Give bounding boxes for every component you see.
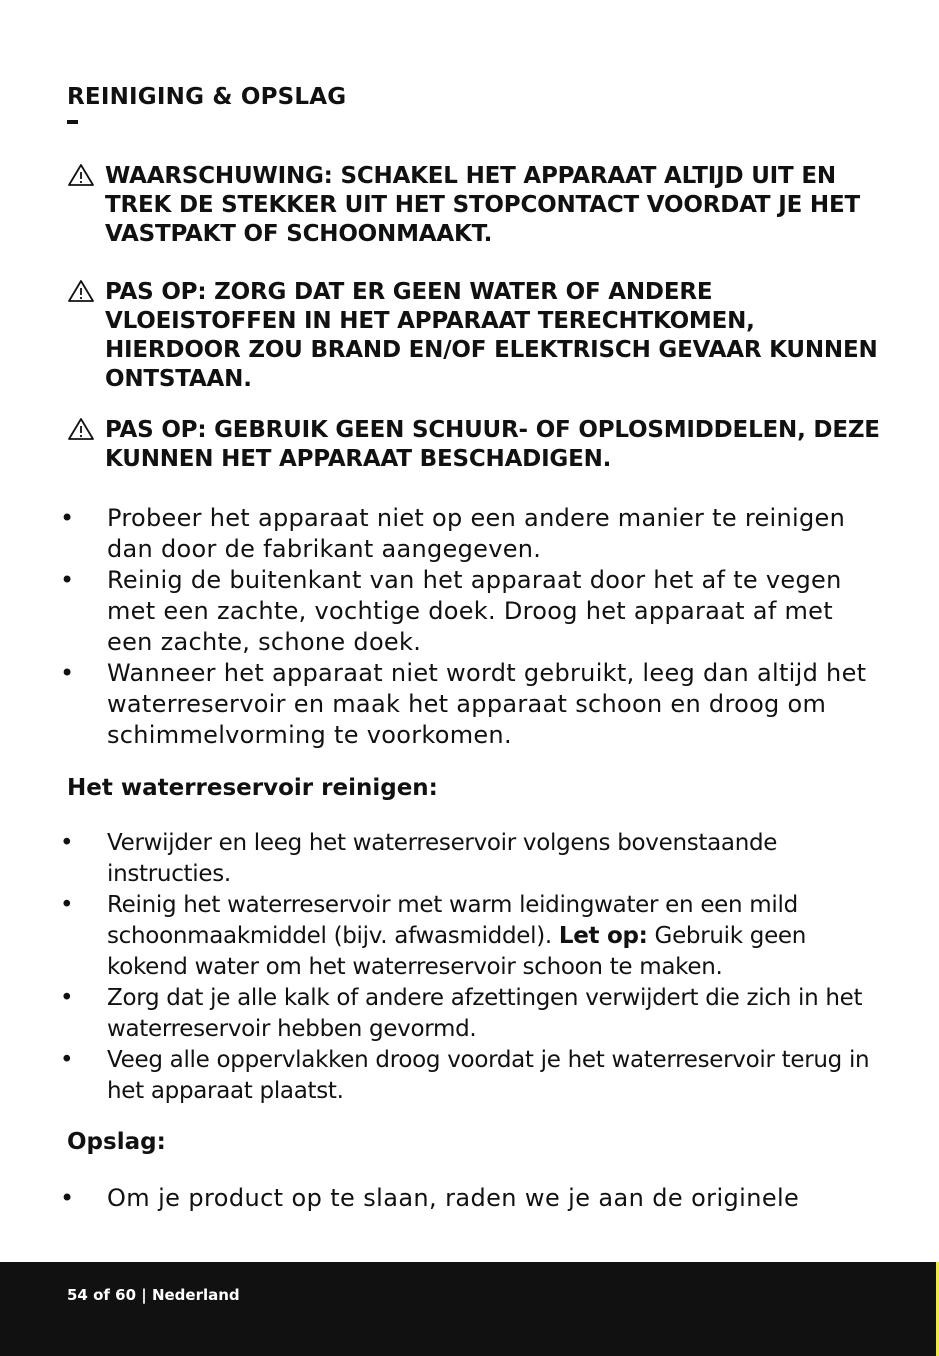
bullet-icon: •: [60, 985, 74, 1011]
list-item-text: Verwijder en leeg het waterreservoir volgens bovenstaande instructies.: [107, 830, 778, 887]
warning-triangle-icon: [67, 278, 105, 394]
list-item-text: Reinig de buitenkant van het apparaat door het af te vegen met een zachte, vochtige doek. Droog het apparaat af met een zachte, schone doek.: [107, 566, 842, 656]
bullet-icon: •: [60, 659, 75, 687]
bullet-icon: •: [60, 1047, 74, 1073]
warning-text: PAS OP: ZORG DAT ER GEEN WATER OF ANDERE VLOEISTOFFEN IN HET APPARAAT TERECHTKOMEN, HIERDOOR ZOU BRAND EN/OF ELEKTRISCH GEVAAR KUNNEN ONTSTAAN.: [105, 279, 878, 392]
list-item-text: Veeg alle oppervlakken droog voordat je het waterreservoir terug in het apparaat plaatst.: [107, 1047, 870, 1104]
bullet-icon: •: [60, 830, 74, 856]
bullet-icon: •: [60, 1184, 75, 1212]
page-footer: [0, 1262, 939, 1356]
list-item-text: Gebruik geen kokend water om het waterreservoir schoon te maken.: [107, 923, 807, 980]
list-item: [60, 565, 880, 658]
list-item: [60, 658, 880, 751]
warning-triangle-icon: [67, 162, 105, 249]
bullet-icon: •: [60, 566, 75, 594]
bullet-icon: •: [60, 504, 75, 532]
title-underline-dash: [67, 120, 78, 124]
section-title: REINIGING & OPSLAG: [67, 84, 347, 110]
note-label: Let op:: [558, 923, 648, 949]
warning-text: PAS OP: GEBRUIK GEEN SCHUUR- OF OPLOSMIDDELEN, DEZE KUNNEN HET APPARAAT BESCHADIGEN.: [105, 417, 880, 472]
list-item: [60, 1045, 880, 1107]
water-reservoir-list: [60, 828, 880, 1107]
list-item: [60, 828, 880, 890]
list-item-text: Probeer het apparaat niet op een andere manier te reinigen dan door de fabrikant aangegeven.: [107, 504, 846, 563]
list-item-text: Zorg dat je alle kalk of andere afzettingen verwijdert die zich in het waterreservoir hebben gevormd.: [107, 985, 863, 1042]
list-item: [60, 983, 880, 1045]
list-item: [60, 503, 880, 565]
water-reservoir-heading: Het waterreservoir reinigen:: [67, 775, 438, 801]
list-item: [60, 890, 880, 983]
list-item-text: Wanneer het apparaat niet wordt gebruikt, leeg dan altijd het waterreservoir en maak het apparaat schoon en droog om schimmelvorming te voorkomen.: [107, 659, 867, 749]
warning-triangle-icon: [67, 416, 105, 474]
warning-text: WAARSCHUWING: SCHAKEL HET APPARAAT ALTIJD UIT EN TREK DE STEKKER UIT HET STOPCONTACT VOORDAT JE HET VASTPAKT OF SCHOONMAAKT.: [105, 163, 860, 247]
page-number: 54 of 60 | Nederland: [67, 1286, 240, 1304]
list-item-text: Reinig het waterreservoir met warm leidingwater en een mild schoonmaakmiddel (bijv. afwasmiddel).: [107, 892, 798, 949]
storage-heading: Opslag:: [67, 1129, 166, 1155]
warning-block-1: [67, 162, 887, 249]
cleaning-list: [60, 503, 880, 751]
warning-block-2: [67, 278, 887, 394]
list-item: [60, 1183, 880, 1214]
storage-list: [60, 1183, 880, 1214]
list-item-text: Om je product op te slaan, raden we je aan de originele: [107, 1184, 800, 1212]
bullet-icon: •: [60, 892, 74, 918]
warning-block-3: [67, 416, 887, 474]
